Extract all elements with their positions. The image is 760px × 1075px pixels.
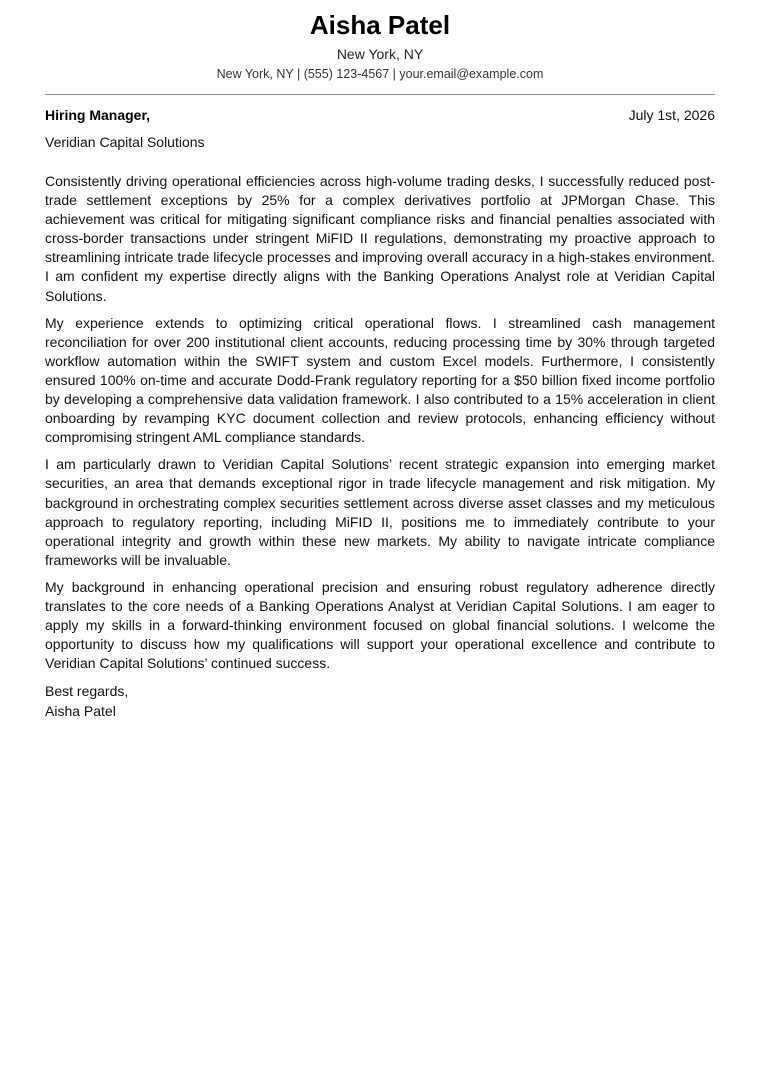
letter-date: July 1st, 2026 (628, 107, 715, 123)
signature-name: Aisha Patel (45, 702, 116, 719)
body-paragraph: I am particularly drawn to Veridian Capital Solutions’ recent strategic expansion into emerging market securities, an area that demands exceptional rigor in trade lifecycle management and risk mitigation. My background in orchestrating complex securities settlement across diverse asset classes and my meticulous approach to regulatory reporting, including MiFID II, positions me to immediately contribute to your operational integrity and growth within these new markets. My ability to navigate intricate compliance frameworks will be invaluable. (45, 456, 715, 568)
applicant-location: New York, NY (336, 46, 424, 62)
body-paragraph: My experience extends to optimizing critical operational flows. I streamlined cash management reconciliation for over 200 institutional client accounts, reducing processing time by 30% through targeted workflow automation within the SWIFT system and custom Excel models. Furthermore, I consistently ensured 100% on-time and accurate Dodd-Frank regulatory reporting for a $50 billion fixed income portfolio by developing a comprehensive data validation framework. I also contributed to a 15% acceleration in client onboarding by revamping KYC document collection and review protocols, enhancing efficiency without compromising stringent AML compliance standards. (45, 314, 715, 446)
applicant-name: Aisha Patel (309, 10, 451, 40)
letter-body (45, 172, 715, 673)
letter-closing (45, 682, 715, 721)
header-divider (45, 94, 715, 95)
recipient-company: Veridian Capital Solutions (45, 134, 205, 150)
body-paragraph: Consistently driving operational efficiencies across high-volume trading desks, I successfully reduced post-trade settlement exceptions by 25% for a complex derivatives portfolio at JPMorgan Chase. This achievement was critical for mitigating significant compliance risks and financial penalties associated with cross-border transactions under stringent MiFID II regulations, demonstrating my proactive approach to streamlining intricate trade lifecycle processes and improving overall accuracy in a high-stakes environment. I am confident my expertise directly aligns with the Banking Operations Analyst role at Veridian Capital Solutions. (45, 173, 715, 304)
body-paragraph: My background in enhancing operational precision and ensuring robust regulatory adherence directly translates to the core needs of a Banking Operations Analyst at Veridian Capital Solutions. I am eager to apply my skills in a forward-thinking environment focused on global financial solutions. I welcome the opportunity to discuss how my qualifications will support your operational excellence and contribute to Veridian Capital Solutions’ continued success. (45, 578, 715, 672)
recipient-date-row (45, 105, 715, 125)
letter-header (45, 8, 715, 83)
recipient-salutation: Hiring Manager, (45, 107, 151, 123)
contact-line: New York, NY | (555) 123-4567 | your.email@example.com (216, 67, 544, 81)
closing-phrase: Best regards, (45, 683, 129, 700)
